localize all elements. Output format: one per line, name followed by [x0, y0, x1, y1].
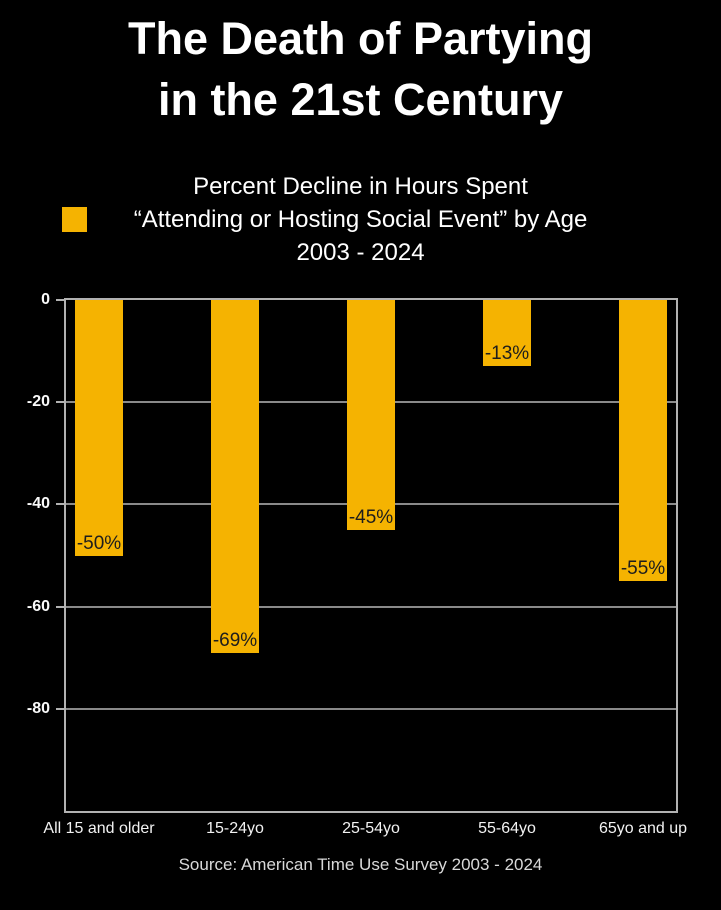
bar-value-label: -69% — [212, 629, 258, 651]
chart-title-line1: The Death of Partying — [127, 13, 594, 64]
y-tick-label: -60 — [26, 597, 50, 615]
source-note: Source: American Time Use Survey 2003 - 2024 — [178, 855, 543, 874]
plot-area — [64, 298, 678, 813]
x-tick-label: All 15 and older — [43, 820, 155, 837]
gridline — [66, 606, 676, 608]
chart-subtitle-line2: “Attending or Hosting Social Event” by Age — [133, 206, 588, 233]
y-tick-label: -40 — [26, 495, 50, 513]
chart-subtitle-line3: 2003 - 2024 — [296, 239, 425, 266]
bar-value-label: -50% — [76, 532, 122, 554]
y-tick-mark — [56, 401, 66, 403]
bar — [347, 300, 395, 530]
x-tick-label: 65yo and up — [598, 820, 688, 837]
bar — [619, 300, 667, 581]
bar — [483, 300, 531, 366]
bar — [211, 300, 259, 653]
bar — [75, 300, 123, 556]
bar-value-label: -45% — [348, 506, 394, 528]
bar-value-label: -13% — [484, 343, 530, 365]
y-tick-label: -80 — [26, 699, 50, 717]
bar-value-label: -55% — [620, 558, 666, 580]
x-tick-label: 15-24yo — [206, 820, 264, 837]
gridline — [66, 708, 676, 710]
x-tick-label: 55-64yo — [478, 820, 536, 837]
y-tick-label: 0 — [41, 291, 50, 308]
y-tick-mark — [56, 299, 66, 301]
y-tick-mark — [56, 503, 66, 505]
y-tick-mark — [56, 606, 66, 608]
y-tick-label: -20 — [26, 393, 50, 411]
chart-title-line2: in the 21st Century — [157, 74, 564, 125]
x-tick-label: 25-54yo — [342, 820, 400, 837]
y-tick-mark — [56, 708, 66, 710]
chart-subtitle-line1: Percent Decline in Hours Spent — [193, 173, 528, 200]
